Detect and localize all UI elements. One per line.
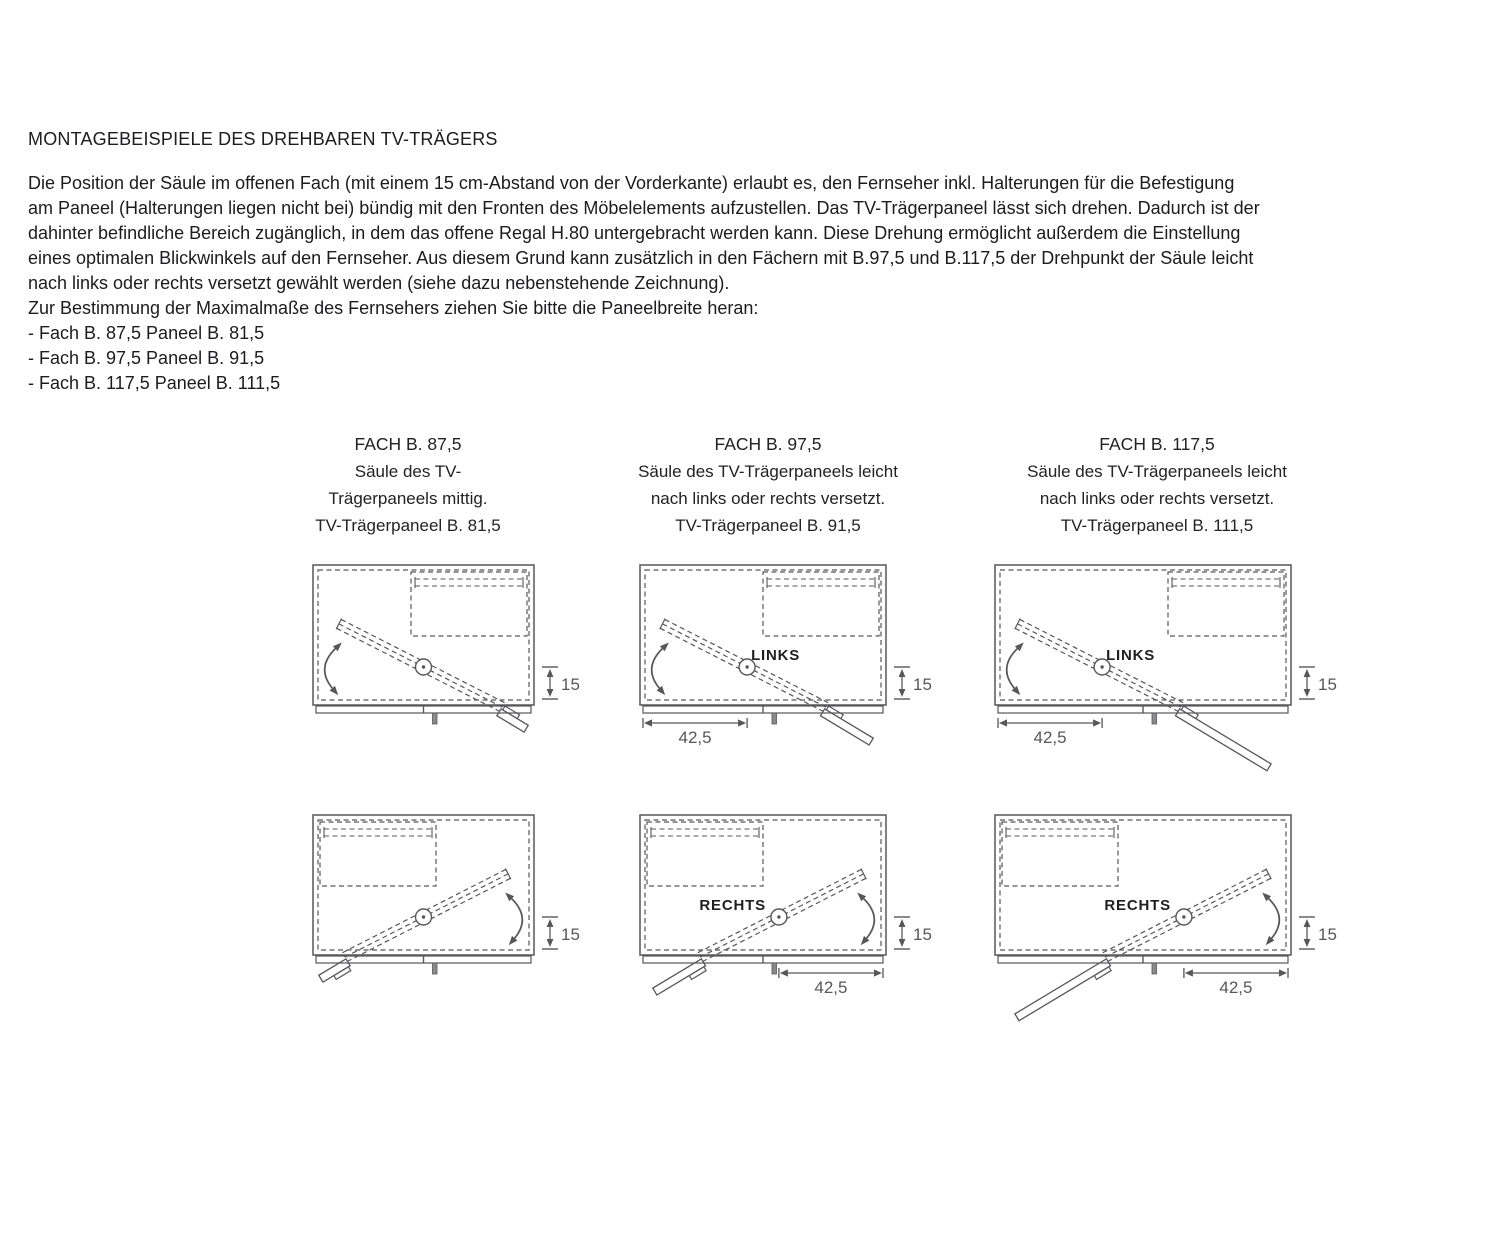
list-item: - Fach B. 97,5 Paneel B. 91,5 (28, 348, 265, 368)
list-item: - Fach B. 87,5 Paneel B. 81,5 (28, 323, 265, 343)
column-desc-line: TV-Trägerpaneel B. 81,5 (315, 516, 501, 535)
column-heading-fach-117-5 (987, 430, 1327, 539)
foot-pin (1152, 963, 1157, 974)
column-title: FACH B. 117,5 (1099, 434, 1215, 454)
rotation-arrow (857, 893, 874, 946)
shelf-rail (324, 827, 432, 838)
svg-text:42,5: 42,5 (814, 978, 848, 997)
cabinet-outline (313, 815, 534, 955)
tv-panel-tip (1175, 705, 1273, 771)
rotation-arrow (325, 643, 342, 696)
foot-pin (772, 963, 777, 974)
shelf-rail (651, 827, 759, 838)
dimension-front (894, 917, 932, 949)
intro-line: am Paneel (Halterungen liegen nicht bei) bündig mit den Fronten des Möbelelements aufzustellen. Das TV-Trägerpaneel lässt sich drehen. Dadurch ist der (28, 198, 1260, 218)
dimension-offset (779, 968, 883, 997)
foot-pin (433, 963, 438, 974)
intro-line: eines optimalen Blickwinkels auf den Fernseher. Aus diesem Grund kann zusätzlich in den Fächern mit B.97,5 und B.117,5 der Drehpunkt der Säule leicht (28, 248, 1254, 268)
svg-text:15: 15 (913, 925, 932, 944)
tv-panel-tip (1015, 959, 1113, 1023)
shelf-recess (1002, 822, 1118, 886)
intro-line: dahinter befindliche Bereich zugänglich, in dem das offene Regal H.80 untergebracht werden kann. Diese Drehung ermöglicht außerdem die Einstellung (28, 223, 1241, 243)
tv-panel-tip (653, 959, 708, 999)
dimension-front (1299, 667, 1337, 699)
column-desc-line: Säule des TV- (354, 462, 462, 481)
shelf-recess (763, 572, 879, 636)
dimension-offset (1184, 968, 1288, 997)
intro-line: Zur Bestimmung der Maximalmaße des Fernsehers ziehen Sie bitte die Paneelbreite heran: (28, 298, 759, 318)
cabinet-outline (995, 565, 1291, 705)
shelf-rail (1172, 577, 1280, 588)
plinth (643, 956, 883, 974)
dimension-offset (998, 718, 1102, 747)
plinth (998, 706, 1288, 724)
shelf-recess (411, 572, 527, 636)
column-title: FACH B. 87,5 (354, 434, 462, 454)
shelf-recess (647, 822, 763, 886)
list-item: - Fach B. 117,5 Paneel B. 111,5 (28, 373, 281, 393)
shelf-rail (1006, 827, 1114, 838)
pivot-point (771, 909, 787, 925)
dimension-front (894, 667, 932, 699)
column-desc-line: TV-Trägerpaneel B. 111,5 (1060, 516, 1254, 535)
svg-text:15: 15 (913, 675, 932, 694)
rotation-arrow (652, 643, 669, 696)
column-heading-fach-87-5 (238, 430, 578, 539)
position-label: LINKS (751, 647, 801, 664)
shelf-rail (767, 577, 875, 588)
svg-text:15: 15 (1318, 675, 1337, 694)
column-title: FACH B. 97,5 (714, 434, 822, 454)
intro-line: nach links oder rechts versetzt gewählt werden (siehe dazu nebenstehende Zeichnung). (28, 273, 730, 293)
diagram-fach-87-5-bottom (309, 811, 635, 1023)
plinth (998, 956, 1288, 974)
rotation-arrow (1262, 893, 1279, 946)
foot-pin (772, 713, 777, 724)
column-desc-line: Säule des TV-Trägerpaneels leicht (638, 462, 898, 481)
diagram-fach-117-5-rechts (991, 811, 1392, 1023)
svg-text:15: 15 (1318, 925, 1337, 944)
tv-panel-tip (497, 705, 531, 732)
rotation-arrow (1007, 643, 1024, 696)
diagram-fach-97-5-rechts (636, 811, 987, 1023)
position-label: RECHTS (699, 897, 766, 914)
svg-text:42,5: 42,5 (1219, 978, 1253, 997)
column-desc-line: TV-Trägerpaneel B. 91,5 (675, 516, 861, 535)
column-desc-line: Säule des TV-Trägerpaneels leicht (1027, 462, 1287, 481)
dimension-front (542, 667, 580, 699)
shelf-rail (415, 577, 523, 588)
plinth (643, 706, 883, 724)
diagram-fach-117-5-links (991, 561, 1392, 773)
column-desc-line: nach links oder rechts versetzt. (650, 489, 886, 508)
page-title: MONTAGEBEISPIELE DES DREHBAREN TV-TRÄGERS (28, 129, 498, 149)
diagram-fach-87-5-top (309, 561, 635, 773)
svg-text:42,5: 42,5 (678, 728, 712, 747)
column-desc-line: nach links oder rechts versetzt. (1039, 489, 1275, 508)
column-heading-fach-97-5 (598, 430, 938, 539)
pivot-point (416, 909, 432, 925)
intro-line: Die Position der Säule im offenen Fach (mit einem 15 cm-Abstand von der Vorderkante) erlaubt es, den Fernseher inkl. Halterungen für die Befestigung (28, 173, 1235, 193)
pivot-point (1176, 909, 1192, 925)
position-label: RECHTS (1104, 897, 1171, 914)
svg-text:42,5: 42,5 (1033, 728, 1067, 747)
svg-text:15: 15 (561, 675, 580, 694)
dimension-front (542, 917, 580, 949)
shelf-recess (320, 822, 436, 886)
dimension-front (1299, 917, 1337, 949)
column-desc-line: Trägerpaneels mittig. (328, 489, 488, 508)
cabinet-outline (640, 565, 886, 705)
tv-panel-tip (820, 705, 875, 745)
pivot-point (416, 659, 432, 675)
position-label: LINKS (1106, 647, 1156, 664)
intro-text (28, 171, 1260, 396)
diagram-fach-97-5-links (636, 561, 987, 773)
foot-pin (1152, 713, 1157, 724)
shelf-recess (1168, 572, 1284, 636)
dimension-offset (643, 718, 747, 747)
foot-pin (433, 713, 438, 724)
cabinet-outline (995, 815, 1291, 955)
rotation-arrow (505, 893, 522, 946)
svg-text:15: 15 (561, 925, 580, 944)
